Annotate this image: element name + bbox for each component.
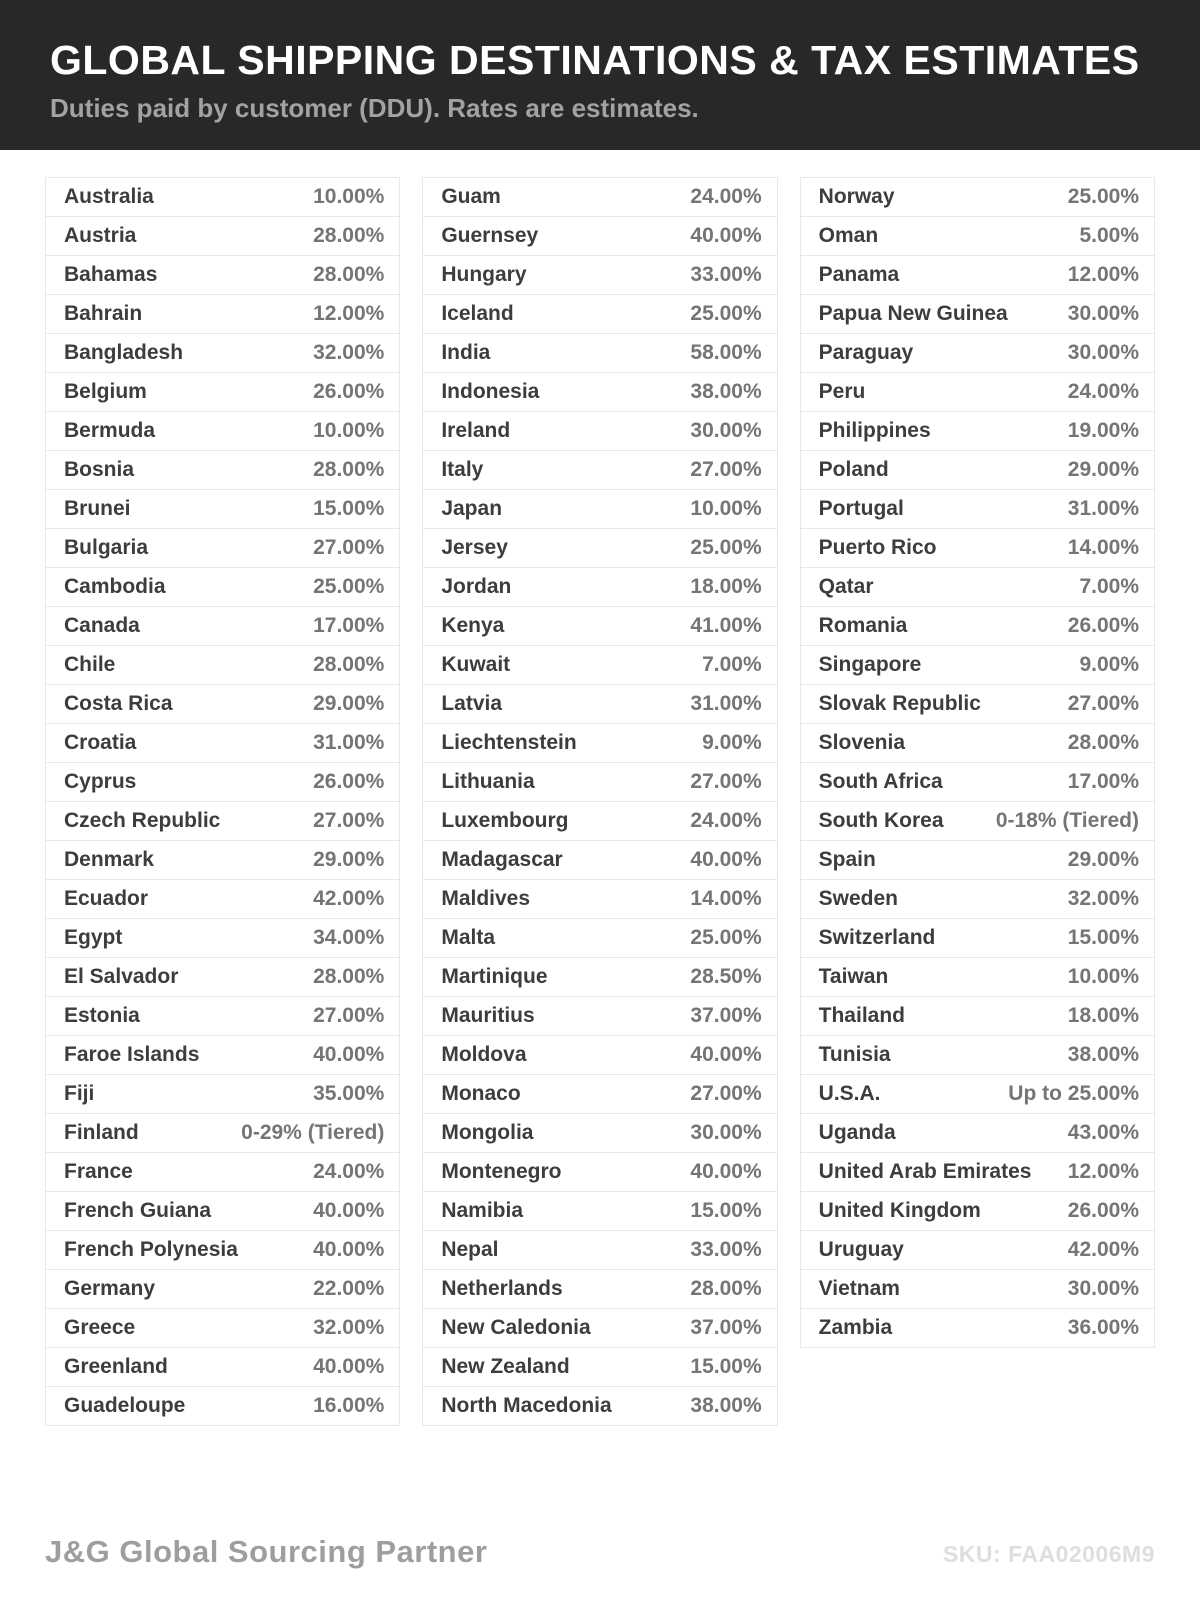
tax-rate: 35.00% (313, 1082, 385, 1105)
tax-rate: 31.00% (313, 731, 385, 754)
table-row (800, 411, 1155, 451)
table-row (800, 879, 1155, 919)
country-name: Maldives (441, 887, 531, 910)
tax-rate: 27.00% (313, 536, 385, 559)
tax-rate: 27.00% (313, 809, 385, 832)
country-name: Bahamas (64, 263, 158, 286)
table-row (422, 528, 777, 568)
table-row (800, 762, 1155, 802)
tax-rate: 30.00% (1067, 302, 1139, 325)
table-row (800, 1035, 1155, 1075)
tax-rate: 58.00% (690, 341, 762, 364)
country-name: Poland (818, 458, 889, 481)
tax-rate: 40.00% (313, 1238, 385, 1261)
country-name: Singapore (818, 653, 922, 676)
tax-rate: 24.00% (313, 1160, 385, 1183)
table-row (422, 762, 777, 802)
country-name: Montenegro (441, 1160, 562, 1183)
tax-rate: 18.00% (1067, 1004, 1139, 1027)
tax-rate: 0-29% (Tiered) (241, 1121, 385, 1144)
country-name: Philippines (818, 419, 931, 442)
country-name: Finland (64, 1121, 139, 1144)
country-name: Hungary (441, 263, 527, 286)
tax-rate: 29.00% (1067, 848, 1139, 871)
table-row (45, 216, 400, 256)
table-row (422, 1074, 777, 1114)
table-row (422, 879, 777, 919)
table-row (45, 1230, 400, 1270)
table-row (45, 1269, 400, 1309)
table-row (45, 528, 400, 568)
country-name: Ecuador (64, 887, 149, 910)
country-name: Spain (818, 848, 876, 871)
table-row (800, 801, 1155, 841)
table-row (45, 879, 400, 919)
country-name: Oman (818, 224, 879, 247)
table-column-2 (422, 178, 777, 1426)
table-row (45, 996, 400, 1036)
country-name: Japan (441, 497, 503, 520)
table-row (45, 294, 400, 334)
table-row (422, 1191, 777, 1231)
tax-rate: 42.00% (313, 887, 385, 910)
country-name: Ireland (441, 419, 511, 442)
tax-rate: 27.00% (690, 458, 762, 481)
tax-rate: 14.00% (690, 887, 762, 910)
country-name: Mongolia (441, 1121, 534, 1144)
tax-rate: 32.00% (313, 341, 385, 364)
tax-rate: 15.00% (1067, 926, 1139, 949)
country-name: Vietnam (818, 1277, 900, 1300)
table-row (45, 1074, 400, 1114)
tax-rate: 29.00% (313, 692, 385, 715)
tax-rate: 18.00% (690, 575, 762, 598)
table-row (45, 1035, 400, 1075)
tax-rate: 25.00% (1067, 185, 1139, 208)
country-name: Martinique (441, 965, 548, 988)
country-name: Peru (818, 380, 866, 403)
table-row (800, 1191, 1155, 1231)
tax-rate: 15.00% (690, 1355, 762, 1378)
tax-rate: 10.00% (690, 497, 762, 520)
table-row (800, 528, 1155, 568)
table-row (800, 294, 1155, 334)
table-row (800, 216, 1155, 256)
sku-label: SKU: FAA02006M9 (942, 1541, 1155, 1567)
tax-rate: Up to 25.00% (1008, 1082, 1139, 1105)
country-name: Namibia (441, 1199, 524, 1222)
tax-rate: 32.00% (313, 1316, 385, 1339)
table-row (422, 567, 777, 607)
tax-rate: 10.00% (313, 419, 385, 442)
country-name: Qatar (818, 575, 874, 598)
country-name: Italy (441, 458, 484, 481)
country-name: Faroe Islands (64, 1043, 200, 1066)
country-name: Mauritius (441, 1004, 535, 1027)
tax-rate: 27.00% (313, 1004, 385, 1027)
country-name: Switzerland (818, 926, 936, 949)
tax-rate: 25.00% (690, 536, 762, 559)
tax-rate: 31.00% (1067, 497, 1139, 520)
tax-rate: 26.00% (313, 380, 385, 403)
country-name: Jersey (441, 536, 508, 559)
table-row (422, 840, 777, 880)
country-name: Cyprus (64, 770, 137, 793)
table-row (45, 1347, 400, 1387)
country-name: Uruguay (818, 1238, 904, 1261)
table-row (800, 1113, 1155, 1153)
tax-rate: 17.00% (313, 614, 385, 637)
country-name: Norway (818, 185, 895, 208)
country-name: Guadeloupe (64, 1394, 186, 1417)
table-row (800, 489, 1155, 529)
tax-rate: 37.00% (690, 1004, 762, 1027)
country-name: Moldova (441, 1043, 527, 1066)
tax-rate: 28.00% (1067, 731, 1139, 754)
table-row (45, 1152, 400, 1192)
country-name: Czech Republic (64, 809, 221, 832)
tax-rate: 25.00% (690, 926, 762, 949)
tax-rate: 31.00% (690, 692, 762, 715)
country-name: Guernsey (441, 224, 539, 247)
table-row (422, 606, 777, 646)
country-name: Costa Rica (64, 692, 173, 715)
table-row (800, 957, 1155, 997)
country-name: Brunei (64, 497, 131, 520)
table-row (45, 450, 400, 490)
country-name: Luxembourg (441, 809, 569, 832)
tax-rate: 12.00% (313, 302, 385, 325)
tax-rate: 26.00% (1067, 614, 1139, 637)
country-name: Slovenia (818, 731, 906, 754)
tax-rate: 30.00% (1067, 1277, 1139, 1300)
country-name: U.S.A. (818, 1082, 881, 1105)
country-name: Nepal (441, 1238, 499, 1261)
table-row (422, 372, 777, 412)
table-row (422, 957, 777, 997)
country-name: Malta (441, 926, 496, 949)
country-name: Monaco (441, 1082, 521, 1105)
country-name: United Kingdom (818, 1199, 981, 1222)
table-row (45, 684, 400, 724)
tax-rate: 28.50% (690, 965, 762, 988)
country-name: Madagascar (441, 848, 563, 871)
tax-rate: 29.00% (1067, 458, 1139, 481)
brand-name: J&G Global Sourcing Partner (45, 1534, 488, 1569)
table-row (422, 918, 777, 958)
country-name: Denmark (64, 848, 154, 871)
tax-rate: 41.00% (690, 614, 762, 637)
table-row (422, 1152, 777, 1192)
country-name: Panama (818, 263, 900, 286)
country-name: Papua New Guinea (818, 302, 1008, 325)
country-name: Liechtenstein (441, 731, 577, 754)
tax-rate: 28.00% (313, 653, 385, 676)
table-row (45, 918, 400, 958)
tax-rate: 28.00% (313, 263, 385, 286)
country-name: Cambodia (64, 575, 166, 598)
table-row (45, 489, 400, 529)
country-name: Thailand (818, 1004, 905, 1027)
country-name: Bermuda (64, 419, 156, 442)
table-row (800, 372, 1155, 412)
tax-rate: 36.00% (1067, 1316, 1139, 1339)
table-row (422, 645, 777, 685)
tax-rate: 40.00% (690, 224, 762, 247)
country-name: Portugal (818, 497, 904, 520)
country-name: France (64, 1160, 133, 1183)
tax-rate: 15.00% (313, 497, 385, 520)
table-row (45, 606, 400, 646)
table-row (45, 762, 400, 802)
country-name: Zambia (818, 1316, 893, 1339)
tax-rate: 28.00% (313, 965, 385, 988)
tax-rate: 34.00% (313, 926, 385, 949)
tax-rate: 27.00% (690, 770, 762, 793)
country-name: Uganda (818, 1121, 896, 1144)
tax-rate: 10.00% (313, 185, 385, 208)
tax-rate: 0-18% (Tiered) (995, 809, 1139, 832)
tax-rate: 16.00% (313, 1394, 385, 1417)
table-row (800, 1230, 1155, 1270)
table-row (45, 801, 400, 841)
table-row (800, 1074, 1155, 1114)
table-row (45, 1386, 400, 1426)
country-name: Fiji (64, 1082, 95, 1105)
table-row (422, 489, 777, 529)
country-name: Greenland (64, 1355, 168, 1378)
table-row (45, 1113, 400, 1153)
country-name: New Zealand (441, 1355, 570, 1378)
tax-rates-table (0, 178, 1200, 1426)
table-row (800, 450, 1155, 490)
tax-rate: 30.00% (690, 1121, 762, 1144)
page-title: GLOBAL SHIPPING DESTINATIONS & TAX ESTIMATES (50, 37, 1140, 83)
tax-rate: 10.00% (1067, 965, 1139, 988)
page-footer (45, 1534, 1155, 1570)
country-name: Indonesia (441, 380, 540, 403)
table-row (422, 1347, 777, 1387)
tax-rate: 30.00% (690, 419, 762, 442)
tax-rate: 9.00% (1079, 653, 1139, 676)
country-name: Kuwait (441, 653, 511, 676)
tax-rate: 38.00% (1067, 1043, 1139, 1066)
tax-rate: 40.00% (313, 1043, 385, 1066)
country-name: Bahrain (64, 302, 143, 325)
tax-rate: 26.00% (313, 770, 385, 793)
table-row (800, 918, 1155, 958)
country-name: Taiwan (818, 965, 889, 988)
country-name: Canada (64, 614, 140, 637)
country-name: Bangladesh (64, 341, 184, 364)
table-row (422, 294, 777, 334)
country-name: Guam (441, 185, 501, 208)
country-name: Latvia (441, 692, 503, 715)
country-name: Germany (64, 1277, 156, 1300)
tax-rate: 33.00% (690, 1238, 762, 1261)
tax-rate: 14.00% (1067, 536, 1139, 559)
tax-rate: 27.00% (1067, 692, 1139, 715)
country-name: French Guiana (64, 1199, 212, 1222)
table-row (800, 840, 1155, 880)
table-row (422, 1308, 777, 1348)
tax-rate: 24.00% (690, 185, 762, 208)
country-name: Lithuania (441, 770, 535, 793)
table-row (422, 801, 777, 841)
table-row (800, 723, 1155, 763)
table-row (800, 1152, 1155, 1192)
table-row (800, 1308, 1155, 1348)
tax-rate: 15.00% (690, 1199, 762, 1222)
tax-rate: 30.00% (1067, 341, 1139, 364)
tax-rate: 22.00% (313, 1277, 385, 1300)
table-row (45, 840, 400, 880)
tax-rate: 28.00% (313, 224, 385, 247)
table-row (422, 1035, 777, 1075)
tax-rate: 29.00% (313, 848, 385, 871)
country-name: French Polynesia (64, 1238, 238, 1261)
tax-rate: 24.00% (1067, 380, 1139, 403)
country-name: United Arab Emirates (818, 1160, 1032, 1183)
table-row (800, 645, 1155, 685)
table-row (800, 333, 1155, 373)
country-name: Slovak Republic (818, 692, 981, 715)
country-name: Puerto Rico (818, 536, 937, 559)
tax-rate: 42.00% (1067, 1238, 1139, 1261)
table-row (800, 684, 1155, 724)
country-name: New Caledonia (441, 1316, 591, 1339)
country-name: Netherlands (441, 1277, 563, 1300)
country-name: Estonia (64, 1004, 140, 1027)
table-row (45, 645, 400, 685)
table-row (800, 1269, 1155, 1309)
country-name: Croatia (64, 731, 137, 754)
table-row (422, 996, 777, 1036)
tax-rate: 40.00% (313, 1199, 385, 1222)
table-row (422, 723, 777, 763)
table-row (45, 567, 400, 607)
tax-rate: 25.00% (313, 575, 385, 598)
tax-rate: 37.00% (690, 1316, 762, 1339)
country-name: Australia (64, 185, 154, 208)
tax-rate: 26.00% (1067, 1199, 1139, 1222)
country-name: Bulgaria (64, 536, 149, 559)
table-row (800, 606, 1155, 646)
table-row (45, 177, 400, 217)
tax-rate: 40.00% (690, 1160, 762, 1183)
table-row (422, 411, 777, 451)
tax-rate: 28.00% (690, 1277, 762, 1300)
tax-rate: 43.00% (1067, 1121, 1139, 1144)
tax-rate: 24.00% (690, 809, 762, 832)
country-name: Egypt (64, 926, 123, 949)
country-name: South Korea (818, 809, 944, 832)
table-row (422, 333, 777, 373)
table-row (422, 684, 777, 724)
tax-rate: 40.00% (690, 1043, 762, 1066)
tax-rate: 7.00% (702, 653, 762, 676)
country-name: Romania (818, 614, 908, 637)
tax-rate: 12.00% (1067, 1160, 1139, 1183)
country-name: Chile (64, 653, 116, 676)
table-row (45, 411, 400, 451)
tax-rate: 33.00% (690, 263, 762, 286)
table-column-1 (45, 178, 400, 1426)
tax-rate: 12.00% (1067, 263, 1139, 286)
tax-rate: 7.00% (1079, 575, 1139, 598)
tax-rate: 9.00% (702, 731, 762, 754)
table-row (45, 255, 400, 295)
table-row (800, 177, 1155, 217)
country-name: Iceland (441, 302, 514, 325)
table-row (422, 1113, 777, 1153)
tax-rate: 32.00% (1067, 887, 1139, 910)
table-column-3 (800, 178, 1155, 1348)
tax-rate: 28.00% (313, 458, 385, 481)
tax-rate: 17.00% (1067, 770, 1139, 793)
country-name: Kenya (441, 614, 505, 637)
page-subtitle: Duties paid by customer (DDU). Rates are estimates. (50, 93, 699, 124)
tax-rate: 38.00% (690, 1394, 762, 1417)
table-row (422, 216, 777, 256)
country-name: Sweden (818, 887, 899, 910)
table-row (45, 1308, 400, 1348)
table-row (45, 1191, 400, 1231)
table-row (422, 1269, 777, 1309)
country-name: Jordan (441, 575, 512, 598)
table-row (45, 372, 400, 412)
table-row (422, 255, 777, 295)
tax-rate: 19.00% (1067, 419, 1139, 442)
table-row (800, 255, 1155, 295)
tax-rate: 27.00% (690, 1082, 762, 1105)
country-name: Austria (64, 224, 137, 247)
table-row (800, 567, 1155, 607)
country-name: South Africa (818, 770, 943, 793)
table-row (45, 957, 400, 997)
country-name: El Salvador (64, 965, 179, 988)
tax-rate: 38.00% (690, 380, 762, 403)
table-row (422, 1386, 777, 1426)
table-row (45, 723, 400, 763)
table-row (422, 450, 777, 490)
page-header (0, 0, 1200, 150)
table-row (45, 333, 400, 373)
country-name: Paraguay (818, 341, 914, 364)
country-name: North Macedonia (441, 1394, 612, 1417)
country-name: Bosnia (64, 458, 135, 481)
tax-rate: 25.00% (690, 302, 762, 325)
table-row (800, 996, 1155, 1036)
country-name: Greece (64, 1316, 136, 1339)
country-name: India (441, 341, 491, 364)
country-name: Belgium (64, 380, 147, 403)
table-row (422, 1230, 777, 1270)
tax-rate: 40.00% (690, 848, 762, 871)
tax-rate: 40.00% (313, 1355, 385, 1378)
tax-rate: 5.00% (1079, 224, 1139, 247)
country-name: Tunisia (818, 1043, 891, 1066)
table-row (422, 177, 777, 217)
